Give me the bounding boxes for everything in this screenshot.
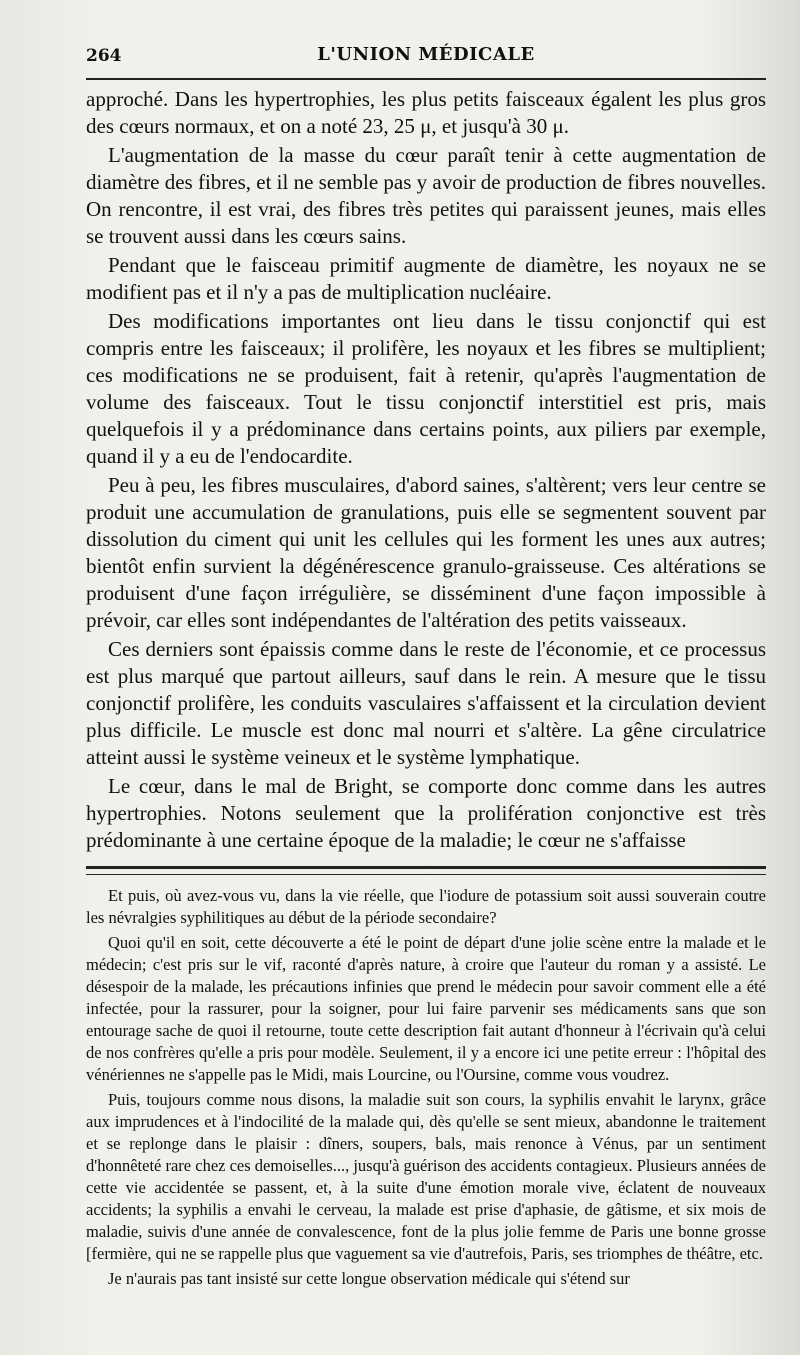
main-text: [86, 86, 766, 854]
feuilleton-paragraph: Et puis, où avez-vous vu, dans la vie réelle, que l'iodure de potassium soit aussi souverain coutre les névralgies syphilitiques au début de la période secondaire?: [86, 886, 766, 927]
main-paragraph: Peu à peu, les fibres musculaires, d'abord saines, s'altèrent; vers leur centre se produit une accumulation de granulations, puis elle se segmentent souvent par dissolution du ciment qui unit les cellules qui les forment les unes aux autres; bientôt enfin survient la dégénérescence granulo-graisseuse. Ces altérations se produisent d'une façon irrégulière, se disséminent d'une façon impossible à prévoir, car elles sont indépendantes de l'altération des petits vaisseaux.: [86, 473, 766, 632]
footnote-separator: [86, 866, 766, 875]
main-paragraph: approché. Dans les hypertrophies, les plus petits faisceaux égalent les plus gros des cœurs normaux, et on a noté 23, 25 μ, et jusqu'à 30 μ.: [86, 87, 766, 138]
running-title: L'UNION MÉDICALE: [317, 44, 535, 65]
main-paragraph: Ces derniers sont épaissis comme dans le reste de l'économie, et ce processus est plus marqué que partout ailleurs, sauf dans le rein. A mesure que le tissu conjonctif prolifère, les conduits vasculaires s'affaissent et la circulation devient plus difficile. Le muscle est donc mal nourri et s'altère. La gêne circulatrice atteint aussi le système veineux et le système lymphatique.: [86, 637, 766, 769]
feuilleton-paragraph: Je n'aurais pas tant insisté sur cette longue observation médicale qui s'étend sur: [108, 1269, 630, 1288]
feuilleton-paragraph: Quoi qu'il en soit, cette découverte a été le point de départ d'une jolie scène entre la malade et le médecin; c'est pris sur le vif, raconté d'après nature, à croire que l'auteur du roman y a assisté. Le désespoir de la malade, les précautions infinies que prend le médecin pour savoir comment elle a été infectée, pour la rassurer, pour la soigner, pour lui faire parvenir ses médicaments sans que son entourage sache de quoi il retourne, toute cette description fait autant d'honneur à l'écrivain qu'à celui de nos confrères qu'elle a pris pour modèle. Seulement, il y a encore ici une petite erreur : l'hôpital des vénériennes ne s'appelle pas le Midi, mais Lourcine, ou l'Oursine, comme vous voudrez.: [86, 933, 766, 1084]
main-paragraph: Des modifications importantes ont lieu dans le tissu conjonctif qui est compris entre les faisceaux; il prolifère, les noyaux et les fibres se multiplient; ces modifications ne se produisent, fait à retenir, qu'après l'augmentation de volume des faisceaux. Tout le tissu conjonctif interstitiel est pris, mais quelquefois il y a prédominance dans certains points, aux piliers par exemple, quand il y a eu de l'endocardite.: [86, 309, 766, 468]
feuilleton-paragraph: Puis, toujours comme nous disons, la maladie suit son cours, la syphilis envahit le larynx, grâce aux imprudences et à l'indocilité de la malade qui, dès qu'elle se sent mieux, abandonne le traitement et se replonge dans le plaisir : dîners, soupers, bals, mais renonce à Vénus, par un sentiment d'honnêteté rare chez ces demoiselles..., jusqu'à guérison des accidents contagieux. Plusieurs années de cette vie accidentée se passent, et, à la suite d'une émotion morale vive, éclatent de nouveaux accidents; la syphilis a envahi le cerveau, la malade est prise d'aphasie, de gâtisme, et six mois de maladie, suivis d'une année de convalescence, font de la plus jolie femme de Paris une bonne grosse [fermière, qui ne se rappelle plus que vaguement sa vie d'autrefois, Paris, ses triomphes de théâtre, etc.: [86, 1090, 766, 1263]
feuilleton-text: [86, 885, 766, 1290]
main-paragraph: Le cœur, dans le mal de Bright, se comporte donc comme dans les autres hypertrophies. Notons seulement que la prolifération conjonctive est très prédominante à une certaine époque de la maladie; le cœur ne s'affaisse: [86, 774, 766, 852]
main-paragraph: Pendant que le faisceau primitif augmente de diamètre, les noyaux ne se modifient pas et il n'y a pas de multiplication nucléaire.: [86, 253, 766, 304]
page-header: [86, 38, 766, 72]
page-number: 264: [86, 46, 122, 66]
main-paragraph: L'augmentation de la masse du cœur paraît tenir à cette augmentation de diamètre des fibres, et il ne semble pas y avoir de production de fibres nouvelles. On rencontre, il est vrai, des fibres très petites qui paraissent jeunes, mais elles se trouvent aussi dans les cœurs sains.: [86, 143, 766, 248]
header-rule: [86, 78, 766, 80]
